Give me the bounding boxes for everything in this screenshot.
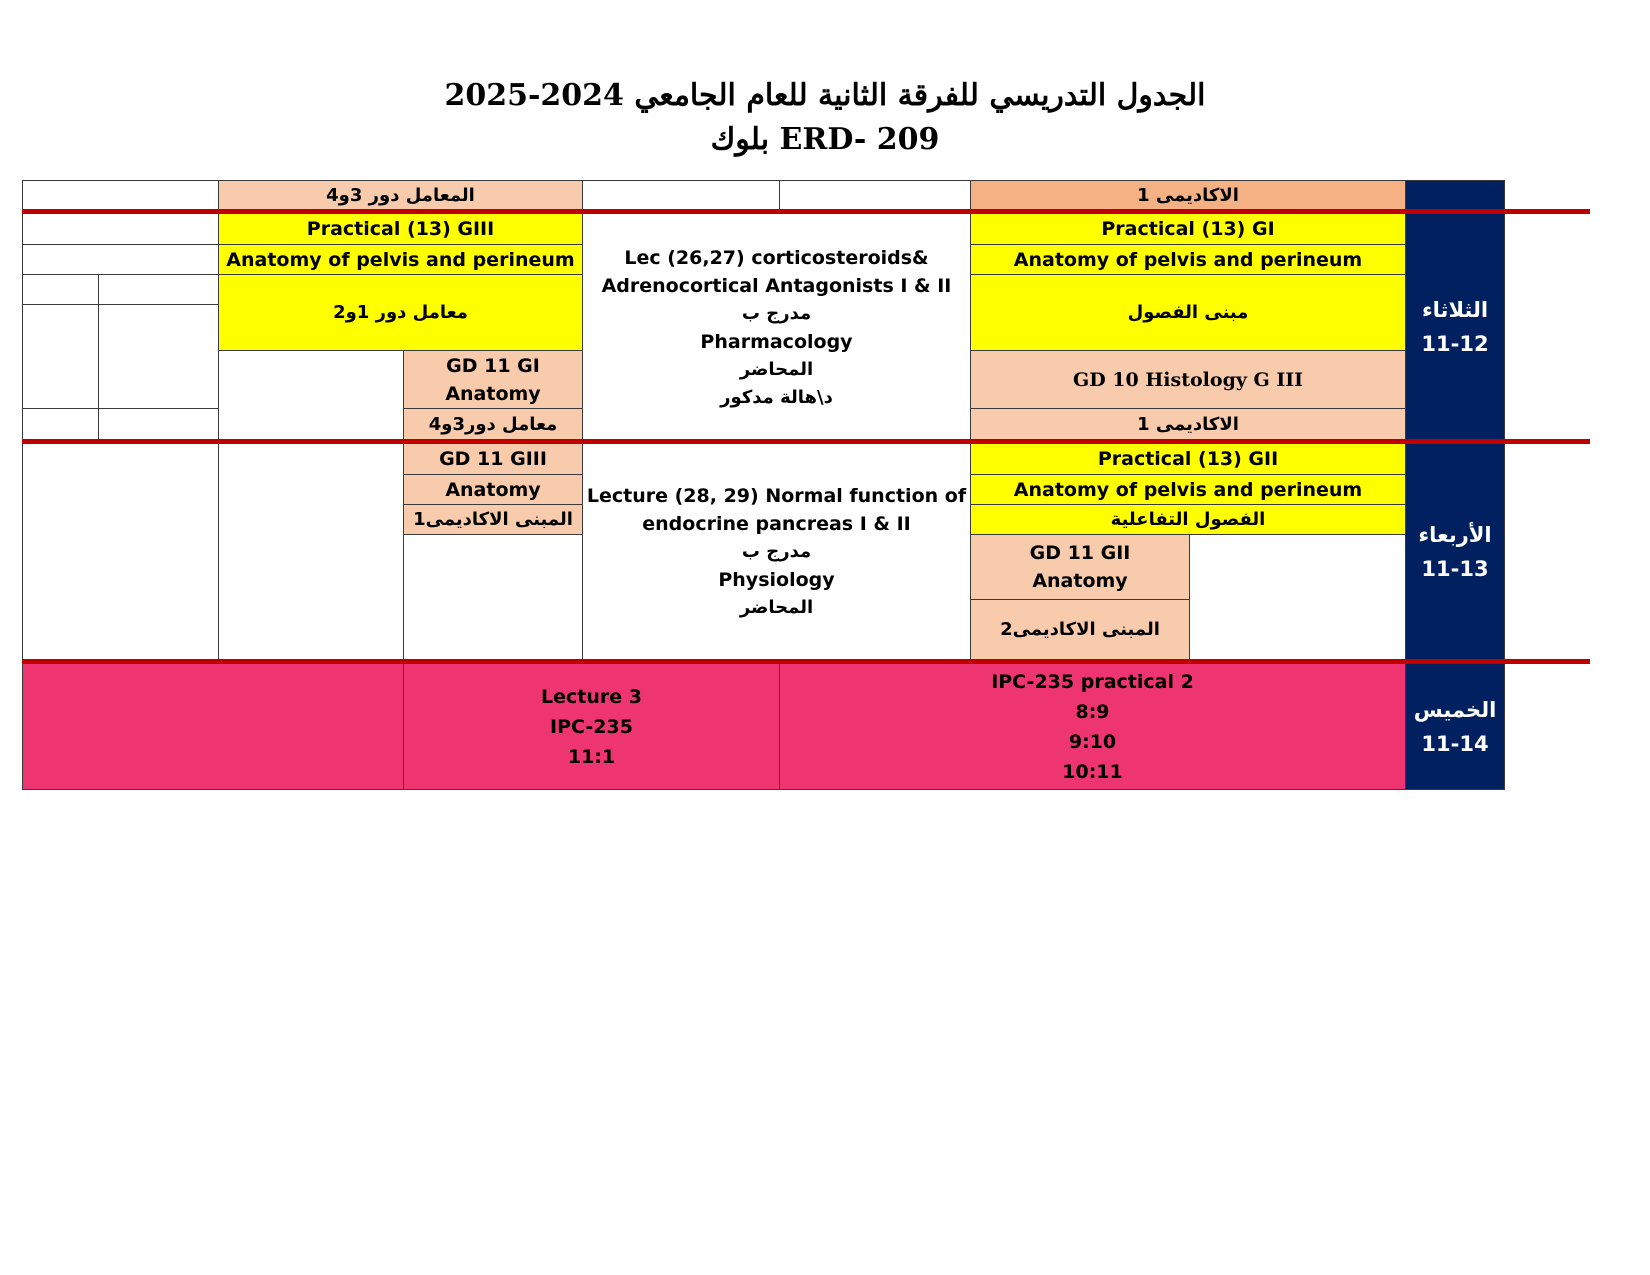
empty-cell bbox=[22, 244, 219, 275]
row-separator bbox=[22, 659, 1590, 664]
schedule-title: الجدول التدريسي للفرقة الثانية للعام الجامعي 2024-2025 bbox=[444, 78, 1206, 113]
lecture-lecturer: د\هالة مدكور bbox=[720, 387, 833, 408]
gd11-gi-cell bbox=[403, 350, 583, 409]
gd11-giii-location: المبنى الاكاديمى1 bbox=[403, 504, 583, 535]
lecture-type: المحاضر bbox=[739, 597, 814, 618]
practical-giii-location: معامل دور 1و2 bbox=[218, 274, 583, 351]
day-thursday bbox=[1405, 663, 1505, 790]
lecture-line-1: Lec (26,27) corticosteroids& bbox=[624, 247, 929, 269]
lecture-hall: مدرج ب bbox=[741, 541, 812, 562]
empty-header-cell bbox=[582, 180, 780, 211]
gd10-location: الاكاديمى 1 bbox=[970, 408, 1406, 441]
practical-gi-cell: Practical (13) GI bbox=[970, 213, 1406, 245]
lecture-line-2: endocrine pancreas I & II bbox=[642, 513, 911, 535]
ipc-practical-title: IPC-235 practical 2 bbox=[991, 670, 1194, 693]
lecture-subject: Pharmacology bbox=[700, 331, 853, 353]
practical-giii-topic: Anatomy of pelvis and perineum bbox=[218, 244, 583, 275]
lecture-line-2: Adrenocortical Antagonists I & II bbox=[601, 275, 952, 297]
day-header-cell bbox=[1405, 180, 1505, 211]
gd11-gi-location: معامل دور3و4 bbox=[403, 408, 583, 441]
lecture-hall: مدرج ب bbox=[741, 303, 812, 324]
empty-cell bbox=[98, 408, 219, 441]
lecture-type: المحاضر bbox=[739, 359, 814, 380]
practical-gii-cell: Practical (13) GII bbox=[970, 443, 1406, 475]
empty-cell bbox=[1189, 534, 1406, 661]
physiology-lecture-cell bbox=[582, 443, 971, 661]
practical-giii-cell: Practical (13) GIII bbox=[218, 213, 583, 245]
gd11-giii-cell: GD 11 GIII bbox=[403, 443, 583, 475]
empty-cell bbox=[98, 274, 219, 305]
gd11-giii-subject: Anatomy bbox=[403, 474, 583, 505]
empty-cell bbox=[22, 213, 219, 245]
ipc-practical-time: 9:10 bbox=[1068, 730, 1117, 753]
ipc-lecture-code: IPC-235 bbox=[550, 715, 633, 738]
gd11-gii-line-1: GD 11 GII bbox=[1029, 542, 1131, 564]
location-academic-1-header: الاكاديمى 1 bbox=[970, 180, 1406, 211]
row-separator bbox=[22, 209, 1590, 214]
practical-gi-topic: Anatomy of pelvis and perineum bbox=[970, 244, 1406, 275]
empty-cell bbox=[403, 534, 583, 661]
gd11-gii-location: المبنى الاكاديمى2 bbox=[970, 599, 1190, 661]
ipc-lecture-title: Lecture 3 bbox=[541, 685, 642, 708]
practical-gi-location: مبنى الفصول bbox=[970, 274, 1406, 351]
lecture-line-1: Lecture (28, 29) Normal function of bbox=[586, 485, 967, 507]
empty-cell bbox=[22, 663, 404, 790]
ipc-lecture-cell bbox=[403, 663, 780, 790]
day-name: الخميس bbox=[1413, 697, 1497, 722]
gd11-gii-cell bbox=[970, 534, 1190, 600]
day-wednesday bbox=[1405, 443, 1505, 661]
block-title: ERD- 209 بلوك bbox=[710, 122, 940, 157]
empty-cell bbox=[22, 443, 219, 661]
empty-cell bbox=[218, 443, 404, 661]
practical-gii-topic: Anatomy of pelvis and perineum bbox=[970, 474, 1406, 505]
ipc-practical-time: 10:11 bbox=[1062, 760, 1123, 783]
empty-header-cell bbox=[22, 180, 219, 211]
day-date: 11-13 bbox=[1421, 557, 1489, 581]
pharmacology-lecture-cell bbox=[582, 213, 971, 441]
lecture-subject: Physiology bbox=[718, 569, 835, 591]
practical-gii-location: الفصول التفاعلية bbox=[970, 504, 1406, 535]
ipc-practical-cell bbox=[779, 663, 1406, 790]
day-date: 11-14 bbox=[1421, 731, 1489, 756]
day-name: الأربعاء bbox=[1418, 523, 1492, 547]
empty-cell bbox=[22, 304, 99, 409]
gd11-gii-line-2: Anatomy bbox=[1032, 570, 1128, 592]
day-tuesday bbox=[1405, 213, 1505, 441]
day-date: 11-12 bbox=[1421, 332, 1489, 356]
empty-header-cell bbox=[779, 180, 971, 211]
gd10-histology-cell: GD 10 Histology G III bbox=[970, 350, 1406, 409]
empty-cell bbox=[22, 408, 99, 441]
ipc-lecture-time: 11:1 bbox=[567, 745, 616, 768]
ipc-practical-time: 8:9 bbox=[1075, 700, 1110, 723]
location-labs-3-4-header: المعامل دور 3و4 bbox=[218, 180, 583, 211]
day-name: الثلاثاء bbox=[1421, 298, 1489, 322]
row-separator bbox=[22, 439, 1590, 444]
gd11-gi-line-2: Anatomy bbox=[445, 382, 541, 405]
gd11-gi-line-1: GD 11 GI bbox=[446, 354, 540, 377]
empty-cell bbox=[218, 350, 404, 441]
empty-cell bbox=[22, 274, 99, 305]
empty-cell bbox=[98, 304, 219, 409]
